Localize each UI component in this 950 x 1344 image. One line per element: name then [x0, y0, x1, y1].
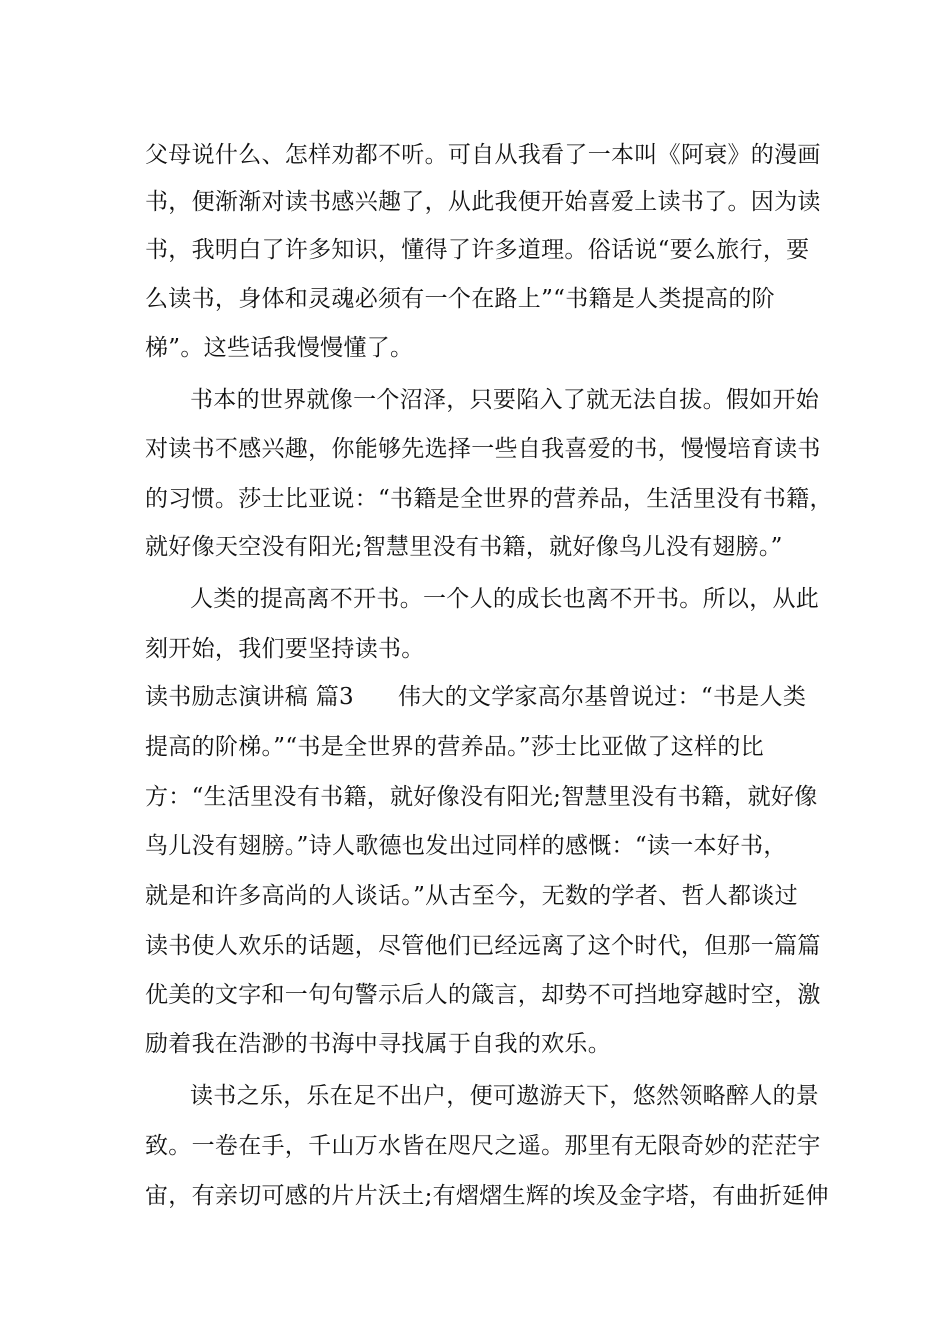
- paragraph-first-line: 读书之乐，乐在足不出户，便可遨游天下，悠然领略醉人的景: [190, 1083, 820, 1109]
- text-line: 就好像天空没有阳光;智慧里没有书籍，就好像鸟儿没有翅膀。”: [145, 534, 783, 560]
- paragraph-first-line: 伟大的文学家高尔基曾说过：“书是人类: [398, 684, 807, 710]
- text-line: 方：“生活里没有书籍，就好像没有阳光;智慧里没有书籍，就好像: [145, 784, 818, 810]
- text-line: 书，我明白了许多知识，懂得了许多道理。俗话说“要么旅行，要: [145, 237, 810, 263]
- paragraph-first-line: 人类的提高离不开书。一个人的成长也离不开书。所以，从此: [190, 586, 820, 612]
- text-line: 提高的阶梯。”“书是全世界的营养品。”莎士比亚做了这样的比: [145, 734, 764, 760]
- paragraph-first-line: 书本的世界就像一个沼泽，只要陷入了就无法自拔。假如开始: [190, 387, 820, 413]
- text-line: 的习惯。莎士比亚说：“书籍是全世界的营养品，生活里没有书籍，: [145, 486, 833, 512]
- text-line: 鸟儿没有翅膀。”诗人歌德也发出过同样的感慨：“读一本好书，: [145, 833, 787, 859]
- text-line: 优美的文字和一句句警示后人的箴言，却势不可挡地穿越时空，激: [145, 982, 821, 1008]
- text-line: 刻开始，我们要坚持读书。: [145, 636, 425, 662]
- text-line: 就是和许多高尚的人谈话。”从古至今，无数的学者、哲人都谈过: [145, 883, 798, 909]
- text-line: 读书使人欢乐的话题，尽管他们已经远离了这个时代，但那一篇篇: [145, 933, 821, 959]
- text-line: 么读书，身体和灵魂必须有一个在路上”“书籍是人类提高的阶: [145, 286, 775, 312]
- text-line: 书，便渐渐对读书感兴趣了，从此我便开始喜爱上读书了。因为读: [145, 189, 821, 215]
- text-line: 对读书不感兴趣，你能够先选择一些自我喜爱的书，慢慢培育读书: [145, 436, 821, 462]
- text-line: 励着我在浩渺的书海中寻找属于自我的欢乐。: [145, 1031, 611, 1057]
- section-heading: 读书励志演讲稿 篇3: [145, 684, 354, 710]
- text-line: 致。一卷在手，千山万水皆在咫尺之遥。那里有无限奇妙的茫茫宇: [145, 1133, 821, 1159]
- text-line: 宙，有亲切可感的片片沃土;有熠熠生辉的埃及金字塔，有曲折延伸: [145, 1183, 829, 1209]
- text-line: 父母说什么、怎样劝都不听。可自从我看了一本叫《阿衰》的漫画: [145, 142, 821, 168]
- text-line: 梯”。这些话我慢慢懂了。: [145, 335, 414, 361]
